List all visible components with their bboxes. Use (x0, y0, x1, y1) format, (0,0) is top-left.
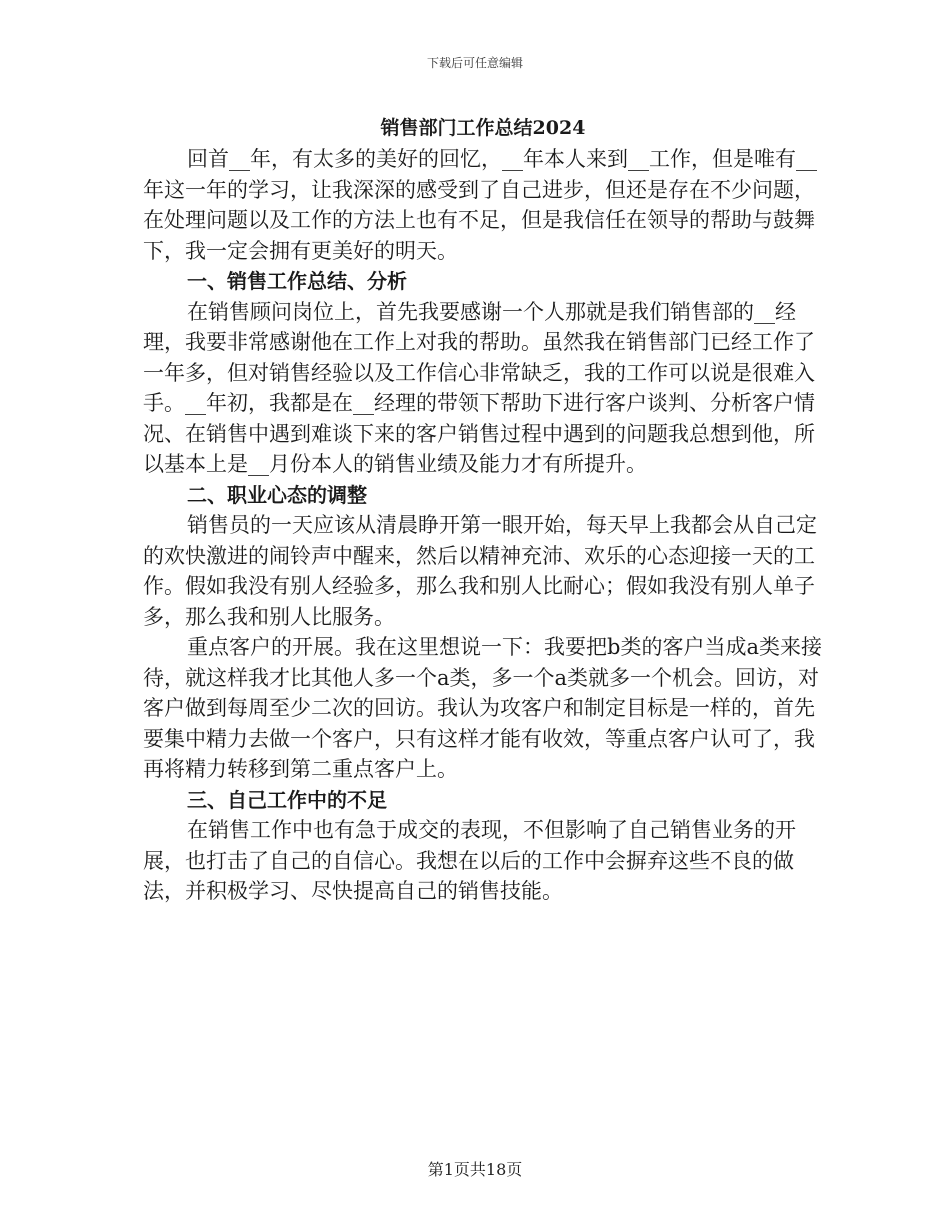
section-paragraph: 销售员的一天应该从清晨睁开第一眼开始，每天早上我都会从自己定的欢快激进的闹铃声中醒来，然后以精神充沛、欢乐的心态迎接一天的工作。假如我没有别人经验多，那么我和别人比耐心；假如我没有别人单子多，那么我和别人比服务。 (143, 513, 817, 629)
header-note: 下载后可任意编辑 (426, 56, 523, 70)
section-heading: 三、自己工作中的不足 (187, 787, 387, 812)
intro-paragraph: 回首__年，有太多的美好的回忆，__年本人来到__工作，但是唯有__年这一年的学习，让我深深的感受到了自己进步，但还是存在不少问题，在处理问题以及工作的方法上也有不足，但是我信任在领导的帮助与鼓舞下，我一定会拥有更美好的明天。 (143, 147, 817, 263)
section-3 (143, 785, 823, 907)
page-number-footer: 第1页共18页 (427, 1160, 523, 1179)
section-heading: 二、职业心态的调整 (187, 482, 367, 507)
section-2 (143, 480, 823, 785)
section-heading: 一、销售工作总结、分析 (187, 269, 407, 293)
document-title: 销售部门工作总结2024 (380, 117, 586, 139)
section-paragraph: 重点客户的开展。我在这里想说一下：我要把b类的客户当成a类来接待，就这样我才比其他人多一个a类，多一个a类就多一个机会。回访，对客户做到每周至少二次的回访。我认为攻客户和制定目标是一样的，首先要集中精力去做一个客户，只有这样才能有收效，等重点客户认可了，我再将精力转移到第二重点客户上。 (143, 635, 822, 781)
section-paragraph: 在销售工作中也有急于成交的表现，不但影响了自己销售业务的开展，也打击了自己的自信心。我想在以后的工作中会摒弃这些不良的做法，并积极学习、尽快提高自己的销售技能。 (143, 818, 796, 903)
section-1 (143, 266, 823, 480)
document-page (143, 112, 823, 907)
section-paragraph: 在销售顾问岗位上，首先我要感谢一个人那就是我们销售部的__经理，我要非常感谢他在工作上对我的帮助。虽然我在销售部门已经工作了一年多，但对销售经验以及工作信心非常缺乏，我的工作可以说是很难入手。__年初，我都是在__经理的带领下帮助下进行客户谈判、分析客户情况、在销售中遇到难谈下来的客户销售过程中遇到的问题我总想到他，所以基本上是__月份本人的销售业绩及能力才有所提升。 (143, 299, 815, 476)
